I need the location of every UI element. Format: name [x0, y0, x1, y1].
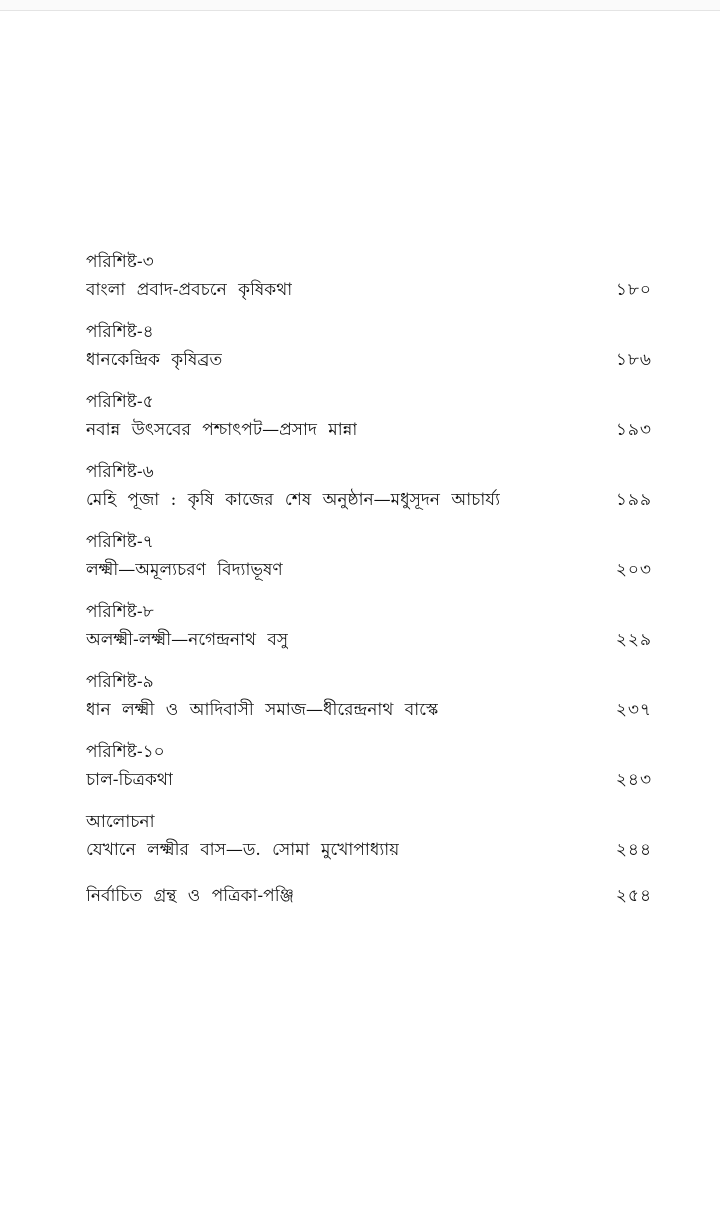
- toc-entry-title: ধানকেন্দ্রিক কৃষিব্রত: [86, 350, 223, 370]
- toc-entry-page: ২০৩: [615, 560, 652, 580]
- toc-section-heading: পরিশিষ্ট-৩: [86, 252, 154, 272]
- toc-entry-page: ২৫৪: [615, 886, 652, 906]
- toc-section-heading: পরিশিষ্ট-৫: [86, 392, 154, 412]
- toc-section: [86, 460, 654, 516]
- toc-entry-title: অলক্ষ্মী-লক্ষ্মী—নগেন্দ্রনাথ বসু: [86, 630, 289, 650]
- toc-entry[interactable]: [86, 484, 654, 516]
- toc-section-heading: পরিশিষ্ট-৪: [86, 322, 154, 342]
- toc-section-heading: পরিশিষ্ট-৯: [86, 672, 154, 692]
- toc-section: [86, 320, 654, 376]
- toc-section-heading: পরিশিষ্ট-১০: [86, 742, 165, 762]
- toc-entry-title: নির্বাচিত গ্রন্থ ও পত্রিকা-পঞ্জি: [86, 886, 295, 906]
- toc-entry-page: ১৯৩: [615, 420, 652, 440]
- toc-section: [86, 250, 654, 306]
- toc-entry[interactable]: [86, 414, 654, 446]
- toc-section-heading: পরিশিষ্ট-৭: [86, 532, 154, 552]
- toc-section-heading: আলোচনা: [86, 812, 155, 832]
- toc-entry-page: ২৪৪: [615, 840, 652, 860]
- toc-entry-title: যেখানে লক্ষ্মীর বাস—ড. সোমা মুখোপাধ্যায়: [86, 840, 400, 860]
- toc-entry-page: ২৪৩: [615, 770, 652, 790]
- toc-entry-page: ১৮০: [615, 280, 652, 300]
- toc-entry[interactable]: [86, 274, 654, 306]
- toc-section: [86, 530, 654, 586]
- table-of-contents: [86, 250, 654, 926]
- toc-section: [86, 670, 654, 726]
- toc-section-heading: পরিশিষ্ট-৮: [86, 602, 154, 622]
- toc-section-heading: পরিশিষ্ট-৬: [86, 462, 154, 482]
- toc-entry-page: ২২৯: [615, 630, 652, 650]
- toc-entry-title: মেহি পূজা : কৃষি কাজের শেষ অনুষ্ঠান—মধুসূদন আচার্য্য: [86, 490, 500, 510]
- toc-entry[interactable]: [86, 834, 654, 866]
- toc-entry-page: ১৯৯: [615, 490, 652, 510]
- toc-entry[interactable]: [86, 764, 654, 796]
- toc-section: [86, 740, 654, 796]
- top-border: [0, 0, 720, 11]
- toc-section: [86, 810, 654, 866]
- toc-entry[interactable]: [86, 694, 654, 726]
- toc-section: [86, 390, 654, 446]
- toc-entry-title: ধান লক্ষ্মী ও আদিবাসী সমাজ—ধীরেন্দ্রনাথ বাস্কে: [86, 700, 439, 720]
- toc-entry[interactable]: [86, 554, 654, 586]
- toc-entry-title: লক্ষ্মী—অমূল্যচরণ বিদ্যাভূষণ: [86, 560, 283, 580]
- toc-entry[interactable]: [86, 624, 654, 656]
- toc-entry-title: নবান্ন উৎসবের পশ্চাৎপট—প্রসাদ মান্না: [86, 420, 358, 440]
- toc-entry-title: চাল-চিত্রকথা: [86, 770, 173, 790]
- toc-entry-page: ২৩৭: [615, 700, 652, 720]
- toc-entry[interactable]: [86, 344, 654, 376]
- toc-entry-title: বাংলা প্রবাদ-প্রবচনে কৃষিকথা: [86, 280, 293, 300]
- toc-section: [86, 600, 654, 656]
- toc-entry-page: ১৮৬: [615, 350, 652, 370]
- toc-entry[interactable]: [86, 880, 654, 912]
- toc-section-final: [86, 880, 654, 912]
